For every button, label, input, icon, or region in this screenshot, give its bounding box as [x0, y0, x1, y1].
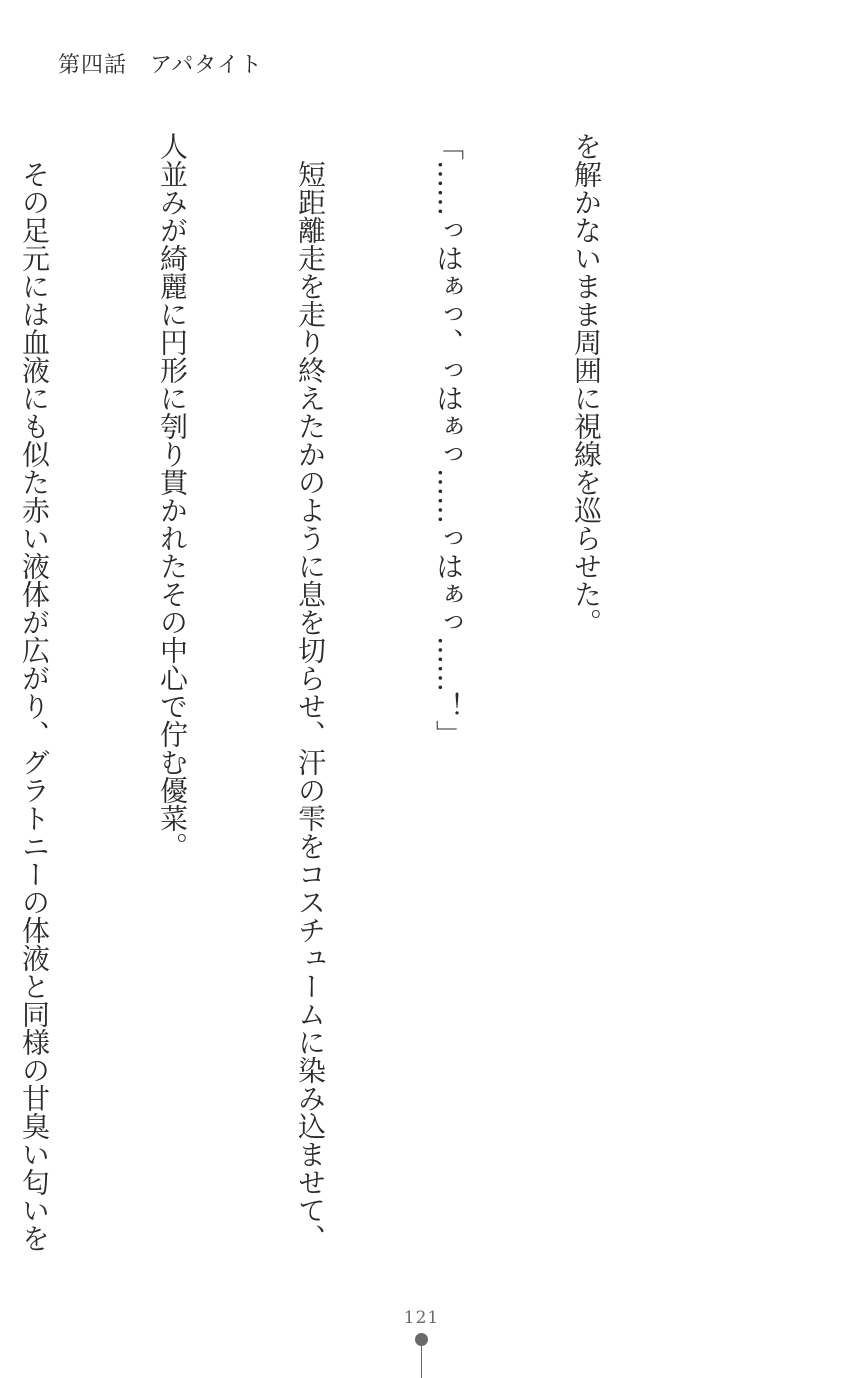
page-marker-dot: [415, 1333, 428, 1346]
text-line: 「……っはぁっ、っはぁっ……っはぁっ……！」: [432, 132, 465, 748]
text-line: を解かないまま周囲に視線を巡らせた。: [570, 132, 603, 636]
page-number: 121: [403, 1308, 440, 1328]
body-text: [0, 132, 701, 1262]
text-line: その足元には血液にも似た赤い液体が広がり、グラトニーの体液と同様の甘臭い匂いを: [18, 132, 51, 1252]
text-line: 短距離走を走り終えたかのように息を切らせ、汗の雫をコスチュームに染み込ませて、: [294, 132, 327, 1252]
running-header: 第四話 アパタイト: [58, 53, 263, 78]
page-marker-line: [421, 1346, 422, 1378]
text-line: 人並みが綺麗に円形に刳り貫かれたその中心で佇む優菜。: [156, 132, 189, 860]
